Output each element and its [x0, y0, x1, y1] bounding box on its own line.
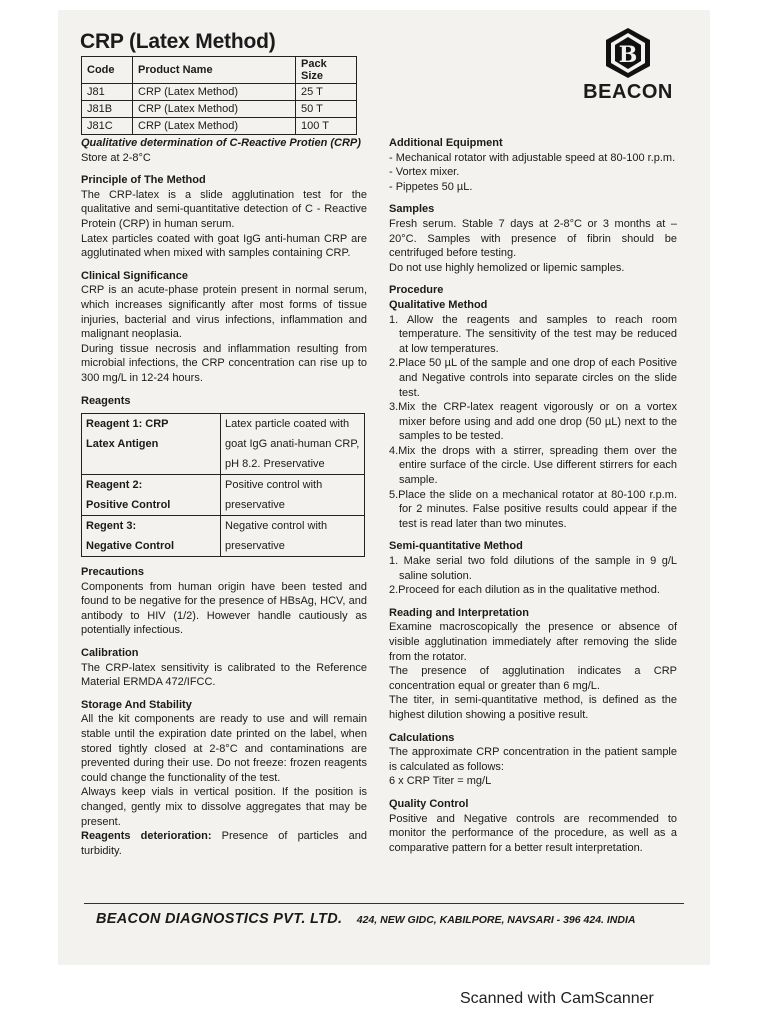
deterioration-label: Reagents deterioration: — [81, 830, 212, 843]
reading-text: Examine macroscopically the presence or absence of visible agglutination immediately after removing the slide from the rotator. — [389, 621, 677, 663]
column-header: Code — [82, 57, 133, 84]
reagent-description: Negative control with preservative — [221, 516, 365, 557]
table-row — [82, 516, 365, 557]
reagents-heading: Reagents — [81, 394, 131, 407]
quality-control-heading: Quality Control — [389, 797, 469, 810]
right-column — [389, 136, 677, 855]
calibration-heading: Calibration — [81, 647, 139, 660]
calibration-text: The CRP-latex sensitivity is calibrated to the Reference Material ERMDA 472/IFCC. — [81, 661, 367, 689]
samples-text: Do not use highly hemolized or lipemic samples. — [389, 261, 625, 274]
storage-text: All the kit components are ready to use and will remain stable until the expiration date printed on the label, when stored tightly closed at 2-8°C and contaminations are prevented during their use. Do not freeze: frozen reagents could change the functionality of the test. — [81, 713, 367, 784]
table-cell: CRP (Latex Method) — [133, 84, 296, 101]
samples-heading: Samples — [389, 203, 435, 216]
table-row — [82, 475, 365, 516]
table-row — [82, 101, 357, 118]
pack-size-table — [81, 56, 357, 135]
calculations-text: The approximate CRP concentration in the patient sample is calculated as follows: — [389, 746, 677, 773]
subtitle: Qualitative determination of C-Reactive Protien (CRP) — [81, 137, 361, 149]
reading-text: The presence of agglutination indicates a CRP concentration equal or greater than 6 mg/L. — [389, 665, 677, 692]
procedure-heading: Procedure — [389, 284, 444, 297]
footer — [96, 910, 696, 928]
footer-company: BEACON DIAGNOSTICS PVT. LTD. — [96, 911, 343, 927]
precautions-text: Components from human origin have been tested and found to be negative for the presence of HBsAg, HCV, and antibody to HIV (1/2). However handle cautiously as potentially infectious. — [81, 580, 367, 637]
list-item: - Mechanical rotator with adjustable speed at 80-100 r.p.m. — [389, 151, 676, 164]
list-item: 1. Make serial two fold dilutions of the sample in 9 g/L saline solution. — [389, 555, 677, 582]
column-header: Product Name — [133, 57, 296, 84]
table-cell: 50 T — [296, 101, 357, 118]
equipment-heading: Additional Equipment — [389, 137, 503, 149]
footer-address: 424, NEW GIDC, KABILPORE, NAVSARI - 396 424. INDIA — [356, 914, 636, 926]
document-title: CRP (Latex Method) — [80, 30, 276, 53]
deterioration-text — [81, 829, 367, 858]
storage-text: Always keep vials in vertical position. If the position is changed, gently mix to dissolve aggregates that may be present. — [81, 786, 367, 828]
logo-text: BEACON — [583, 81, 673, 103]
principle-heading: Principle of The Method — [81, 174, 206, 187]
svg-text:B: B — [618, 42, 638, 68]
reading-text: The titer, in semi-quantitative method, is defined as the highest dilution showing a positive result. — [389, 694, 677, 721]
beacon-logo — [574, 27, 682, 104]
table-row — [82, 414, 365, 475]
storage-temperature: Store at 2-8°C — [81, 151, 151, 164]
reagent-label: Reagent 1: CRP — [86, 418, 169, 431]
list-item: - Pippetes 50 µL. — [389, 180, 473, 193]
reagent-label: Positive Control — [86, 499, 171, 512]
clinical-text: CRP is an acute-phase protein present in normal serum, which increases significantly after most forms of tissue injuries, bacterial and virus infections, inflammation and malignant neoplasia. — [81, 284, 367, 341]
list-item: 4.Mix the drops with a stirrer, spreading them over the entire surface of the circle. Use different stirrers for each sample. — [389, 444, 677, 487]
reagent-label: Latex Antigen — [86, 438, 159, 451]
reagent-label: Reagent 2: — [86, 479, 143, 492]
reagent-name — [82, 516, 221, 557]
quality-control-text: Positive and Negative controls are recommended to monitor the performance of the procedure, as well as a comparative pattern for a better result interpretation. — [389, 812, 677, 854]
table-cell: J81B — [82, 101, 133, 118]
qualitative-steps — [389, 313, 677, 532]
table-cell: CRP (Latex Method) — [133, 101, 296, 118]
reading-heading: Reading and Interpretation — [389, 606, 529, 619]
table-cell: J81C — [82, 118, 133, 135]
qualitative-heading: Qualitative Method — [389, 298, 488, 311]
table-row — [82, 84, 357, 101]
list-item: 3.Mix the CRP-latex reagent vigorously or on a vortex mixer before using and add one drop (50 µL) next to the samples to be tested. — [389, 401, 677, 443]
list-item: 1. Allow the reagents and samples to reach room temperature. The sensitivity of the test may be reduced at low temperatures. — [389, 313, 677, 355]
table-cell: 25 T — [296, 84, 357, 101]
table-cell: 100 T — [296, 118, 357, 135]
precautions-heading: Precautions — [81, 566, 144, 579]
left-column — [81, 136, 367, 858]
deterioration-value: Presence of particles and turbidity. — [81, 830, 368, 857]
calculations-formula: 6 x CRP Titer = mg/L — [389, 775, 492, 788]
principle-text: The CRP-latex is a slide agglutination test for the qualitative and semi-quantitative detection of C - Reactive Protein (CRP) in human serum. — [81, 188, 367, 230]
table-cell: CRP (Latex Method) — [133, 118, 296, 135]
samples-text: Fresh serum. Stable 7 days at 2-8°C or 3 months at –20°C. Samples with presence of fibrin should be centrifuged before testing. — [389, 217, 677, 260]
semi-quantitative-steps — [389, 554, 677, 598]
reagent-label: Negative Control — [86, 540, 175, 553]
list-item: 5.Place the slide on a mechanical rotator at 80-100 r.p.m. for 2 minutes. False positive results could appear if the test is read later than two minutes. — [389, 488, 677, 530]
equipment-list — [389, 151, 677, 195]
storage-heading: Storage And Stability — [81, 698, 192, 711]
clinical-text: During tissue necrosis and inflammation resulting from microbial infections, the CRP concentration can rise up to 300 mg/L in 12-24 hours. — [81, 342, 367, 384]
footer-divider — [84, 903, 684, 904]
principle-text: Latex particles coated with goat IgG anti-human CRP are agglutinated when mixed with samples containing CRP. — [81, 232, 367, 260]
list-item: 2.Proceed for each dilution as in the qualitative method. — [389, 584, 660, 597]
list-item: 2.Place 50 µL of the sample and one drop of each Positive and Negative controls into separate circles on the slide test. — [389, 357, 677, 399]
reagent-name — [82, 475, 221, 516]
table-cell: J81 — [82, 84, 133, 101]
beacon-logo-icon — [602, 27, 654, 79]
table-row — [82, 118, 357, 135]
list-item: - Vortex mixer. — [389, 166, 460, 179]
column-header: Pack Size — [296, 57, 357, 84]
reagent-label: Regent 3: — [86, 520, 137, 533]
semi-quantitative-heading: Semi-quantitative Method — [389, 540, 523, 553]
calculations-heading: Calculations — [389, 731, 455, 744]
reagent-name — [82, 414, 221, 475]
reagent-description: Positive control with preservative — [221, 475, 365, 516]
scanner-watermark: Scanned with CamScanner — [460, 990, 654, 1007]
table-header-row — [82, 57, 357, 84]
reagents-table — [81, 413, 365, 557]
clinical-heading: Clinical Significance — [81, 269, 188, 282]
reagent-description: Latex particle coated with goat IgG anati-human CRP, pH 8.2. Preservative — [221, 414, 365, 475]
